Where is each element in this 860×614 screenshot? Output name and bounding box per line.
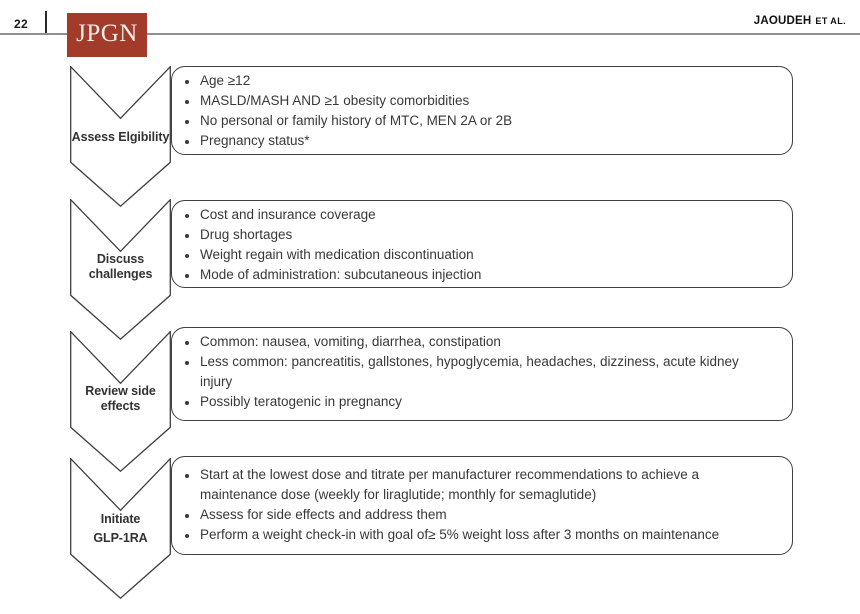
running-head [754,15,846,27]
bullet-item: • Cost and insurance coverage [199,205,766,225]
page-number-divider [45,11,47,33]
bullet-item: • Start at the lowest dose and titrate per manufacturer recommendations to achieve a maintenance dose (weekly for liraglutide; monthly for semaglutide) [199,465,766,505]
bullet-item: • Assess for side effects and address them [199,505,766,525]
running-head-authors: JAOUDEH [753,15,812,27]
bullet-item: • Possibly teratogenic in pregnancy [199,392,766,412]
journal-logo [67,13,147,57]
bullet-item: • Weight regain with medication discontinuation [199,245,766,265]
step-label-initiate-glp1ra [58,510,183,548]
step-label-line: Discuss [96,252,145,266]
bullet-item: • Drug shortages [199,225,766,245]
bullet-item: • Common: nausea, vomiting, diarrhea, constipation [199,332,766,352]
bullet-list [172,457,792,545]
step-label-review-side-effects [58,384,183,414]
journal-logo-text: JPGN [76,20,138,47]
step-box-initiate [171,456,793,555]
bullet-item: • Less common: pancreatitis, gallstones, hypoglycemia, headaches, dizziness, acute kidney injury [199,352,766,392]
bullet-item: • Pregnancy status* [199,131,766,151]
bullet-item: • Age ≥12 [199,71,766,91]
bullet-list [172,201,792,285]
step-label-line: Initiate [100,512,141,526]
step-label-line: effects [100,399,141,413]
step-label-assess-eligibility [58,130,183,145]
step-label-line: challenges [88,267,153,281]
page-number: 22 [14,17,28,31]
step-box-side-effects [171,327,793,421]
step-label-line: Assess Elgibility [71,130,170,144]
bullet-list [172,328,792,412]
running-head-etal: ET AL. [815,16,846,26]
step-label-line: GLP-1RA [93,531,148,545]
step-label-line: Review side [85,384,156,398]
bullet-item: • No personal or family history of MTC, MEN 2A or 2B [199,111,766,131]
bullet-item: • Mode of administration: subcutaneous injection [199,265,766,285]
bullet-item: • Perform a weight check-in with goal of≥ 5% weight loss after 3 months on maintenance [199,525,766,545]
step-label-discuss-challenges [58,252,183,282]
step-box-eligibility [171,66,793,155]
step-box-challenges [171,200,793,288]
bullet-list [172,67,792,151]
bullet-item: • MASLD/MASH AND ≥1 obesity comorbidities [199,91,766,111]
